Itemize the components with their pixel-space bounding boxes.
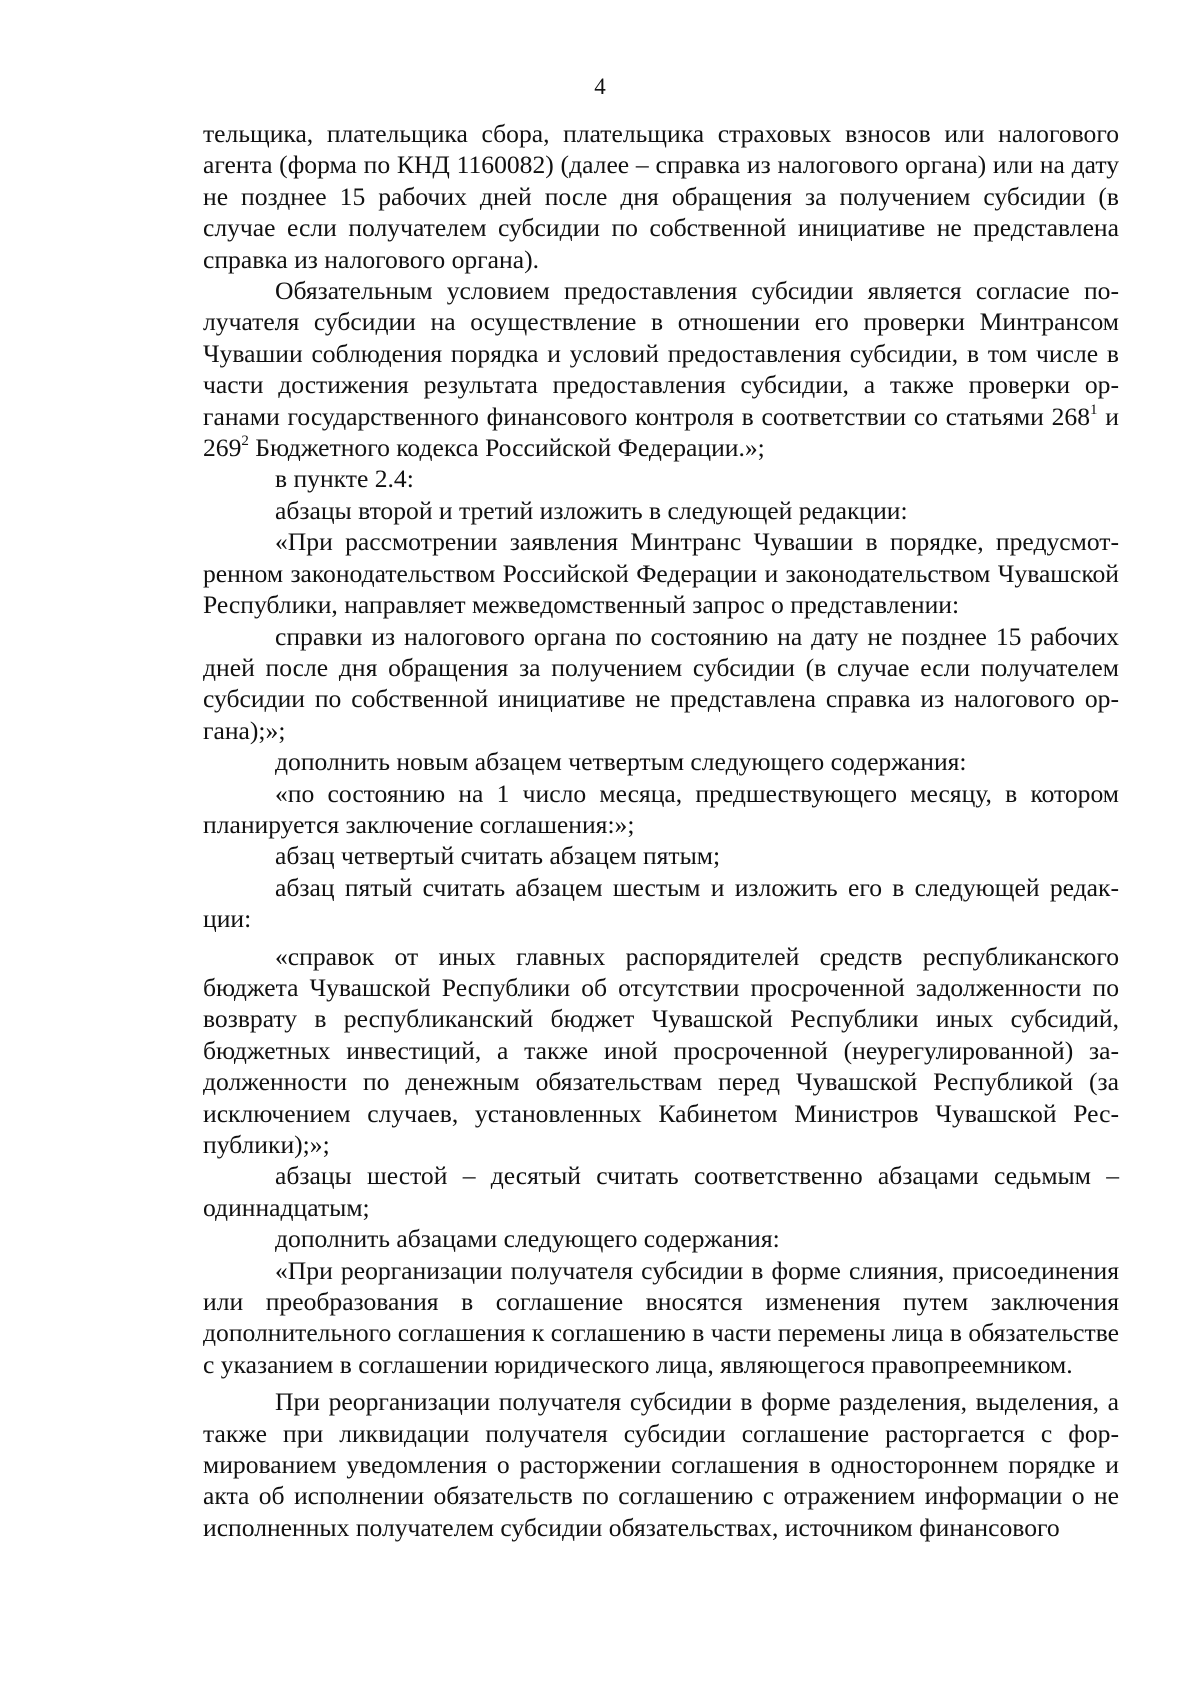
paragraph-9: абзац четвертый считать абзацем пятым; [275,841,721,871]
paragraph-6: справки из налогового органа по состоянию на дату не позднее 15 рабочих дней после дня обращения за получением субсидии (в случае если получателем субсидии по собственной инициативе не представлена справка из налогового органа);»; [203,621,1119,745]
paragraph-3: в пункте 2.4: [275,464,414,494]
paragraph-14: «При реорганизации получателя субсидии в форме слияния, присоединения или преобразования в соглашение вносятся изменения путем заключения дополнительного соглашения к соглашению в части перемены лица в обязательстве с указанием в соглашении юридического лица, являющегося правопреемником. [203,1255,1119,1379]
paragraph-10: абзац пятый считать абзацем шестым и изложить его в следующей редакции: [203,872,1119,934]
paragraph-2-middle: и 269 [203,401,1119,463]
paragraph-8: «по состоянию на 1 число месяца, предшествующего месяцу, в котором планируется заключение соглашения:»; [203,778,1119,839]
paragraph-12: абзацы шестой – десятый считать соответственно абзацами седьмым – одиннадцатым; [203,1161,1119,1222]
paragraph-2-end: Бюджетного кодекса Российской Федерации.»; [248,433,765,463]
paragraph-2-text: Обязательным условием предоставления субсидии является согласие получателя субсидии на осуществление в отношении его проверки Минтрансом Чувашии соблюдения порядка и условий предоставления субсидии, в том числе в части достижения результата предоставления субсидии, а также проверки органами государственного финансового контроля в соответствии со статьями 268 [203,276,1119,431]
paragraph-11: «справок от иных главных распорядителей средств республиканского бюджета Чувашской Республики об отсутствии просроченной задолженности по возврату в республиканский бюджет Чувашской Республики иных субсидий, бюджетных инвестиций, а также иной просроченной (неурегулированной) задолженности по денежным обязательствам перед Чувашской Республикой (за исключением случаев, установленных Кабинетом Министров Чувашской Республики);»; [203,941,1119,1159]
paragraph-7: дополнить новым абзацем четвертым следующего содержания: [275,747,967,777]
paragraph-1: тельщика, плательщика сбора, плательщика страховых взносов или налогового агента (форма по КНД 1160082) (далее – справка из налогового органа) или на дату не позднее 15 рабочих дней после дня обращения за получением субсидии (в случае если получателем субсидии по собственной инициативе не представлена справка из налогового органа). [203,119,1119,274]
paragraph-2 [203,275,1119,463]
superscript-2: 2 [241,433,249,450]
paragraph-5: «При рассмотрении заявления Минтранс Чувашии в порядке, предусмотренном законодательством Российской Федерации и законодательством Чувашской Республики, направляет межведомственный запрос о представлении: [203,527,1119,620]
paragraph-15: При реорганизации получателя субсидии в форме разделения, выделения, а также при ликвидации получателя субсидии соглашение расторгается с формированием уведомления о расторжении соглашения в одностороннем порядке и акта об исполнении обязательств по соглашению с отражением информации о не исполненных получателем субсидии обязательствах, источником финансового [203,1387,1119,1542]
superscript-1: 1 [1090,401,1098,418]
page-number: 4 [594,74,606,99]
document-body [203,118,1119,1543]
paragraph-13: дополнить абзацами следующего содержания: [275,1224,780,1254]
paragraph-4: абзацы второй и третий изложить в следующей редакции: [275,495,908,525]
